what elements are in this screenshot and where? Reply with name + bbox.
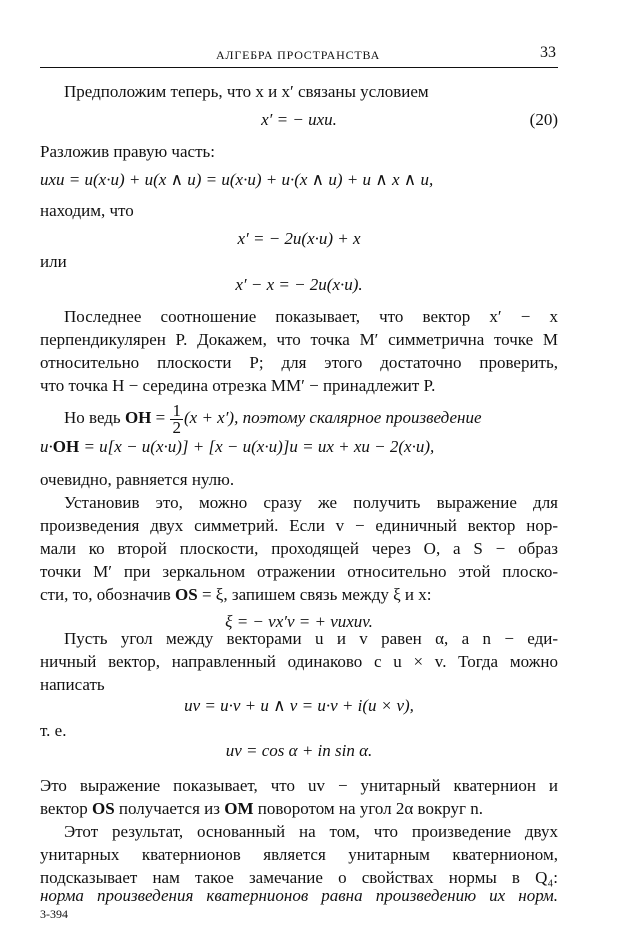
- running-title: АЛГЕБРА ПРОСТРАНСТВА: [215, 48, 381, 62]
- text-part: поворотом на угол 2α вокруг n.: [253, 799, 483, 818]
- equation-number: (20): [529, 110, 558, 129]
- paragraph-line: что точка H − середина отрезка MM′ − принадлежит P.: [40, 376, 436, 395]
- om-vector: OM: [224, 799, 254, 818]
- fraction-denominator: 2: [172, 417, 181, 437]
- oh-suffix: (x + x′), поэтому скалярное произведение: [183, 408, 482, 427]
- oh-line: [40, 400, 558, 436]
- equation-xi: ξ = − vx′v = + vuxuv.: [225, 612, 373, 631]
- signature-mark: 3-394: [40, 907, 68, 921]
- eq-part: u·: [40, 437, 53, 456]
- equation-a: x′ = − 2u(x·u) + x: [237, 229, 361, 248]
- theorem-line: норма произведения кватернионов равна произведению их норм.: [40, 886, 558, 905]
- header-rule: [40, 67, 558, 68]
- paragraph-line-os: [40, 583, 558, 607]
- paragraph-line-os-om: [40, 797, 558, 821]
- equation-b: x′ − x = − 2u(x·u).: [235, 275, 363, 294]
- paragraph-line: произведения двух симметрий. Если v − единичный вектор нор-: [40, 516, 558, 535]
- paragraph-line: точки M′ при зеркальном отражении относительно этой плоско-: [40, 562, 558, 581]
- eq-part: = u[x − u(x·u)] + [x − u(x·u)]u = ux + xu − 2(x·u),: [79, 437, 435, 456]
- equation-text: x′ = − uxu.: [261, 110, 337, 129]
- eq-oh-vector: OH: [52, 437, 80, 456]
- text-line: т. е.: [40, 721, 67, 740]
- paragraph-line: Пусть угол между векторами u и v равен α, а n − еди-: [64, 629, 558, 648]
- text-line: Предположим теперь, что x и x′ связаны условием: [64, 82, 429, 101]
- os-vector: OS: [91, 799, 115, 818]
- paragraph-line: ничный вектор, направленный одинаково с u × v. Тогда можно: [40, 652, 558, 671]
- equation-uv1: uv = u·v + u ∧ v = u·v + i(u × v),: [184, 696, 414, 715]
- equation-20: [40, 108, 558, 132]
- paragraph-line: унитарных кватернионов является унитарным кватернионом,: [40, 845, 558, 864]
- os-vector: OS: [175, 585, 198, 604]
- text-part: вектор: [40, 799, 88, 818]
- half-fraction: [170, 400, 183, 437]
- paragraph-line: Установив это, можно сразу же получить выражение для: [64, 493, 558, 512]
- text-part: получается из: [114, 799, 225, 818]
- text-line: или: [40, 252, 67, 271]
- text-part: сти, то, обозначив: [40, 585, 171, 604]
- text-line: Разложив правую часть:: [40, 142, 215, 161]
- paragraph-line: перпендикулярен P. Докажем, что точка M′ симметрична точке M: [40, 330, 558, 349]
- paragraph-line: Последнее соотношение показывает, что вектор x′ − x: [64, 307, 558, 326]
- page-number: 33: [540, 44, 556, 61]
- equation-uv2: uv = cos α + in sin α.: [225, 741, 373, 760]
- paragraph-line: подсказывает нам такое замечание о свойствах нормы в Q₄:: [40, 868, 558, 887]
- fraction-numerator: 1: [172, 400, 181, 420]
- running-header: [40, 44, 556, 66]
- oh-vector: OH: [124, 408, 152, 427]
- paragraph-line: относительно плоскости P; для этого достаточно проверить,: [40, 353, 558, 372]
- equation-u-oh: [40, 435, 558, 459]
- paragraph-line: написать: [40, 675, 105, 694]
- paragraph-line: мали ко второй плоскости, проходящей через O, а S − образ: [40, 539, 558, 558]
- oh-prefix: Но ведь: [64, 408, 121, 427]
- oh-equals: =: [151, 408, 170, 427]
- paragraph-line: очевидно, равняется нулю.: [40, 470, 235, 489]
- equation-expansion: uxu = u(x·u) + u(x ∧ u) = u(x·u) + u·(x ∧ u) + u ∧ x ∧ u,: [40, 170, 434, 189]
- text-line: находим, что: [40, 201, 134, 220]
- paragraph-line: Это выражение показывает, что uv − унитарный кватернион и: [40, 776, 558, 795]
- paragraph-line: Этот результат, основанный на том, что произведение двух: [64, 822, 558, 841]
- text-part: = ξ, запишем связь между ξ и x:: [197, 585, 432, 604]
